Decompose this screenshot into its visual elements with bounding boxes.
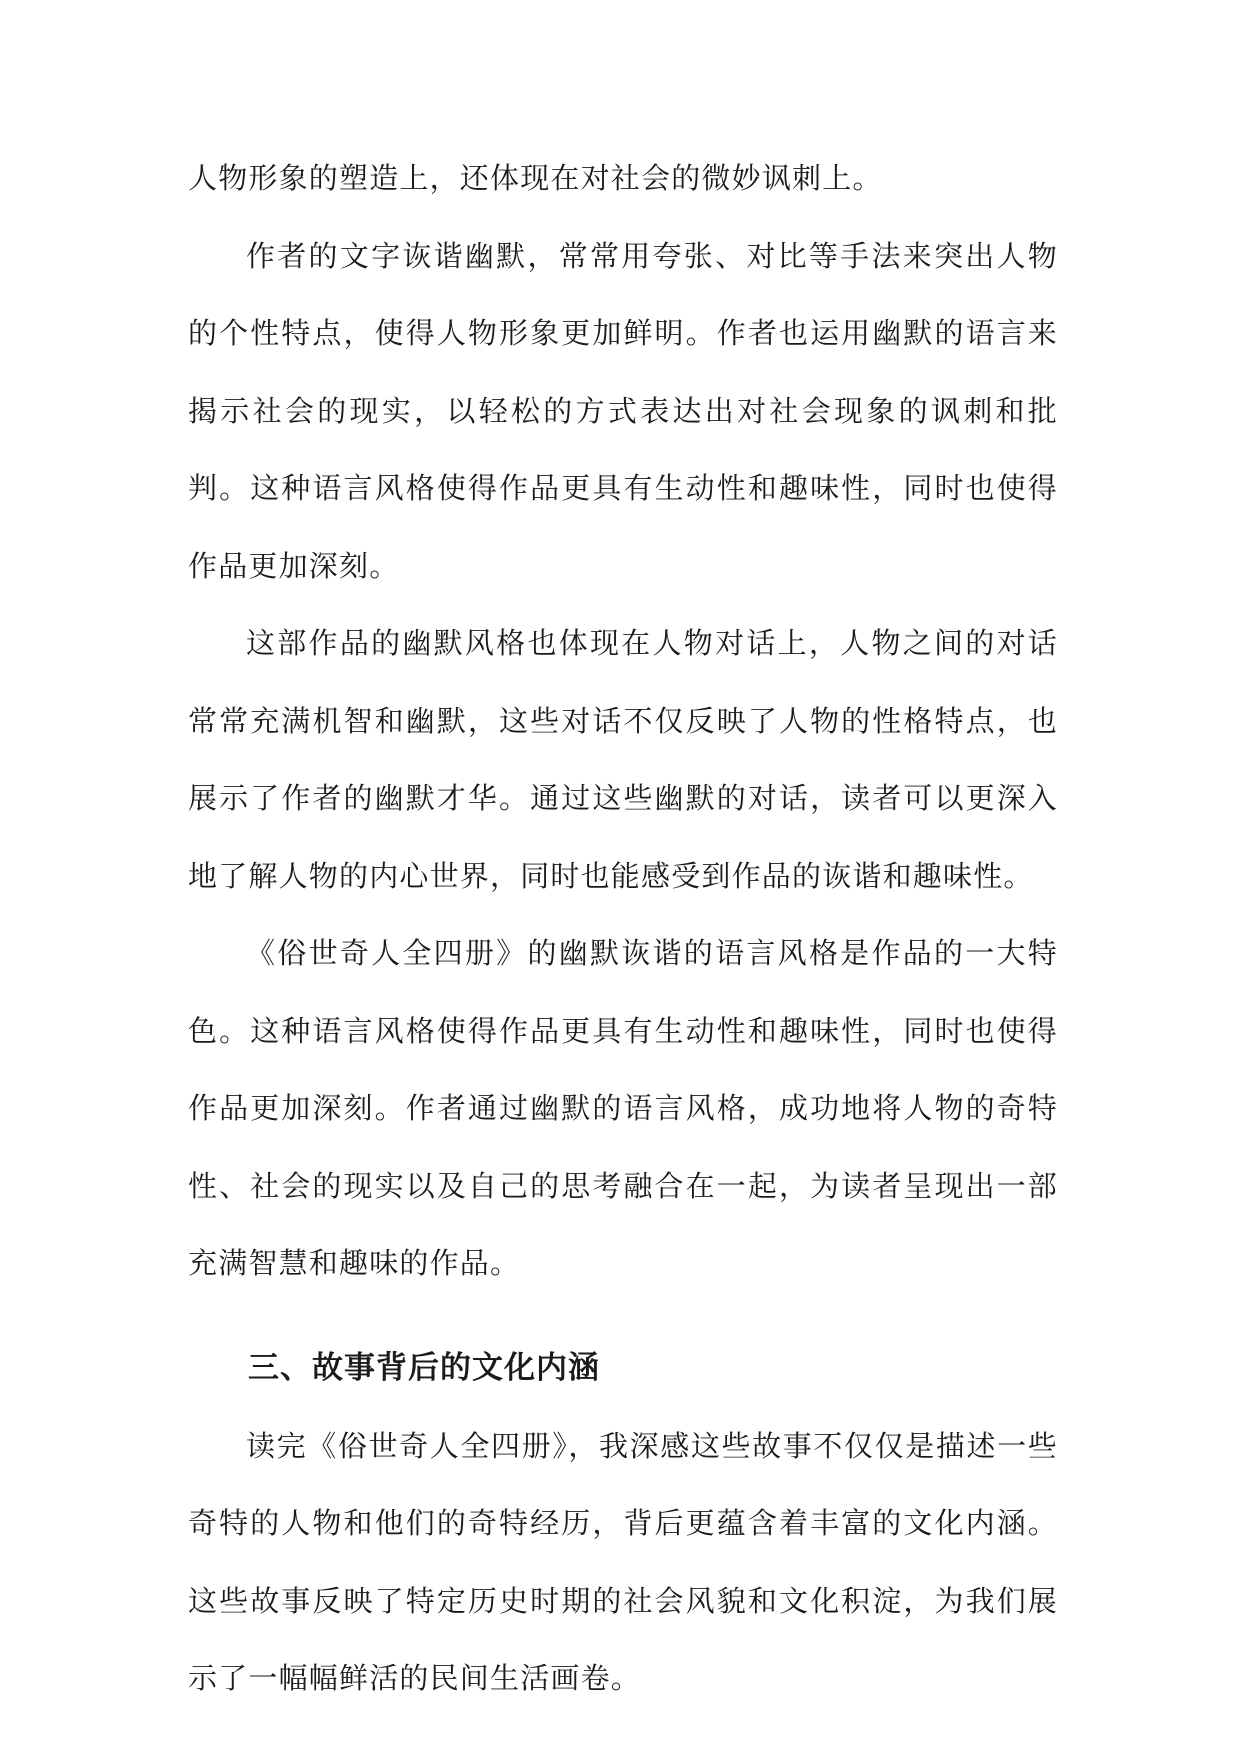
document-page — [188, 140, 1058, 1718]
paragraph-2: 作者的文字诙谐幽默，常常用夸张、对比等手法来突出人物的个性特点，使得人物形象更加鲜明。作者也运用幽默的语言来揭示社会的现实，以轻松的方式表达出对社会现象的讽刺和批判。这种语言风格使得作品更具有生动性和趣味性，同时也使得作品更加深刻。 — [188, 238, 1058, 583]
paragraph-5: 读完《俗世奇人全四册》，我深感这些故事不仅仅是描述一些奇特的人物和他们的奇特经历，背后更蕴含着丰富的文化内涵。这些故事反映了特定历史时期的社会风貌和文化积淀，为我们展示了一幅幅鲜活的民间生活画卷。 — [188, 1428, 1058, 1695]
section-heading: 三、故事背后的文化内涵 — [248, 1349, 600, 1386]
paragraph-4: 《俗世奇人全四册》的幽默诙谐的语言风格是作品的一大特色。这种语言风格使得作品更具有生动性和趣味性，同时也使得作品更加深刻。作者通过幽默的语言风格，成功地将人物的奇特性、社会的现实以及自己的思考融合在一起，为读者呈现出一部充满智慧和趣味的作品。 — [188, 936, 1058, 1280]
paragraph-3: 这部作品的幽默风格也体现在人物对话上，人物之间的对话常常充满机智和幽默，这些对话不仅反映了人物的性格特点，也展示了作者的幽默才华。通过这些幽默的对话，读者可以更深入地了解人物的内心世界，同时也能感受到作品的诙谐和趣味性。 — [188, 626, 1058, 893]
paragraph-1: 人物形象的塑造上，还体现在对社会的微妙讽刺上。 — [188, 161, 883, 195]
